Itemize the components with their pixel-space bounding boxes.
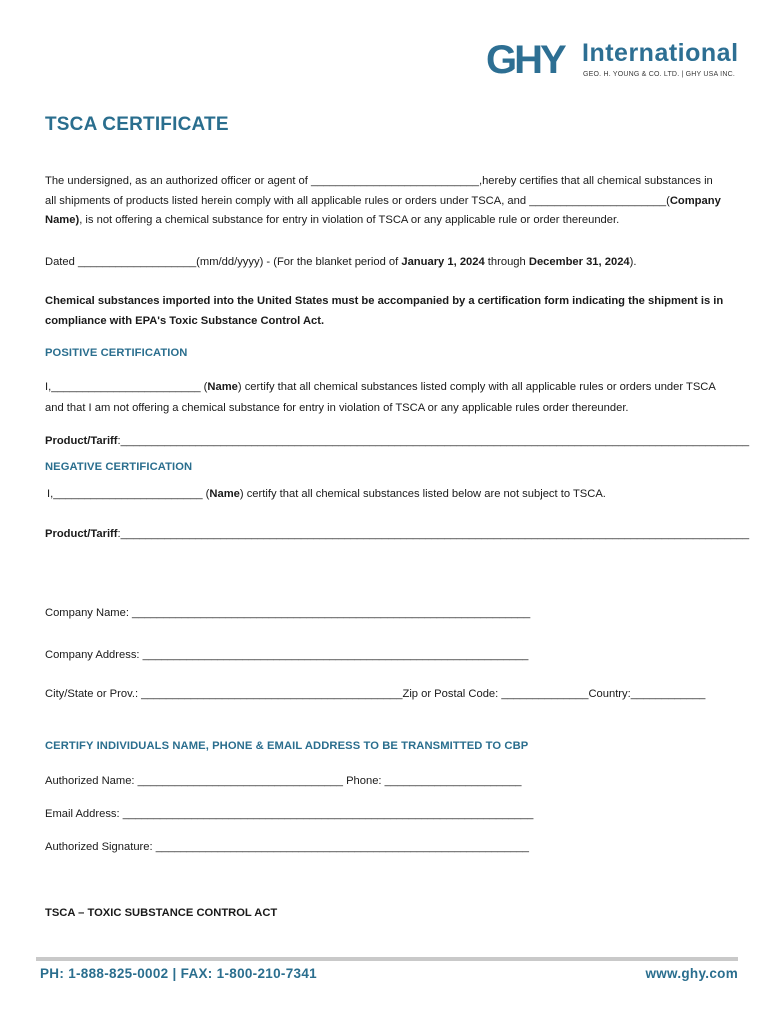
negative-certification-heading: NEGATIVE CERTIFICATION bbox=[45, 461, 193, 473]
positive-line-1: I,________________________ (Name) certify that all chemical substances listed comply with all applicable rules or orders under TSCA bbox=[45, 381, 716, 393]
footer-rule bbox=[36, 957, 738, 961]
negative-product-tariff[interactable]: Product/Tariff:_____________________________________________________________________________________________________ bbox=[45, 528, 750, 540]
logo-subtitle: GEO. H. YOUNG & CO. LTD. | GHY USA INC. bbox=[583, 71, 735, 78]
notice-line-1: Chemical substances imported into the United States must be accompanied by a certification form indicating the shipment is in bbox=[45, 295, 724, 307]
footer-website-link[interactable]: www.ghy.com bbox=[645, 966, 738, 981]
city-zip-country-field[interactable]: City/State or Prov.: __________________________________________Zip or Postal Code: ______________Country:____________ bbox=[45, 688, 706, 700]
authorized-name-phone-field[interactable]: Authorized Name: _________________________________ Phone: ______________________ bbox=[45, 775, 522, 787]
negative-line-1: I,________________________ (Name) certify that all chemical substances listed below are not subject to TSCA. bbox=[47, 488, 606, 500]
page-title: TSCA CERTIFICATE bbox=[45, 114, 229, 135]
footer-phone-fax: PH: 1-888-825-0002 | FAX: 1-800-210-7341 bbox=[40, 966, 317, 981]
dated-line: Dated ___________________(mm/dd/yyyy) - (For the blanket period of January 1, 2024 through December 31, 2024). bbox=[45, 256, 637, 268]
intro-line-2: all shipments of products listed herein comply with all applicable rules or orders under TSCA, and ______________________(Company bbox=[45, 195, 721, 207]
authorized-signature-field[interactable]: Authorized Signature: ____________________________________________________________ bbox=[45, 841, 530, 853]
company-name-field[interactable]: Company Name: ________________________________________________________________ bbox=[45, 607, 531, 619]
company-address-field[interactable]: Company Address: ______________________________________________________________ bbox=[45, 649, 529, 661]
certify-individuals-heading: CERTIFY INDIVIDUALS NAME, PHONE & EMAIL ADDRESS TO BE TRANSMITTED TO CBP bbox=[45, 740, 529, 752]
company-logo bbox=[486, 38, 738, 96]
intro-line-3: Name), is not offering a chemical substance for entry in violation of TSCA or any applicable rule or order thereunder. bbox=[45, 214, 620, 226]
positive-line-2: and that I am not offering a chemical substance for entry in violation of TSCA or any applicable rules order thereunder. bbox=[45, 402, 629, 414]
notice-line-2: compliance with EPA's Toxic Substance Control Act. bbox=[45, 315, 325, 327]
intro-line-1: The undersigned, as an authorized officer or agent of ___________________________,hereby certifies that all chemical substances in bbox=[45, 175, 713, 187]
logo-international: International bbox=[582, 39, 739, 67]
tsca-act-label: TSCA – TOXIC SUBSTANCE CONTROL ACT bbox=[45, 907, 278, 919]
email-address-field[interactable]: Email Address: __________________________________________________________________ bbox=[45, 808, 534, 820]
logo-ghy-mark: GHY bbox=[486, 38, 564, 82]
positive-product-tariff[interactable]: Product/Tariff:_____________________________________________________________________________________________________ bbox=[45, 435, 750, 447]
positive-certification-heading: POSITIVE CERTIFICATION bbox=[45, 347, 188, 359]
